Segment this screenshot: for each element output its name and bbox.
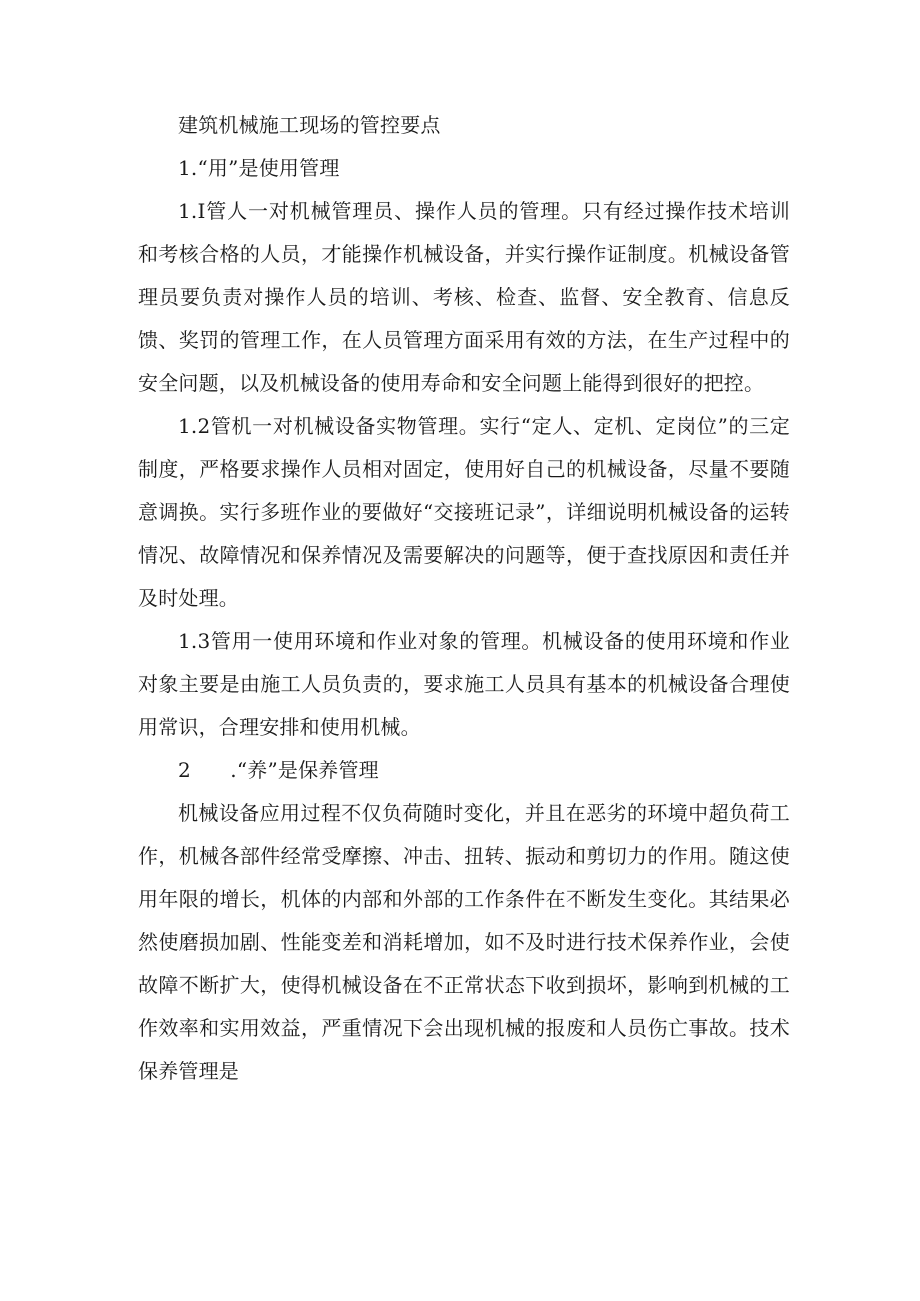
document-title: 建筑机械施工现场的管控要点: [178, 113, 441, 137]
document-body: [138, 104, 790, 1093]
paragraph-maintenance-description: 机械设备应用过程不仅负荷随时变化，并且在恶劣的环境中超负荷工作，机械各部件经常受摩擦、冲击、扭转、振动和剪切力的作用。随这使用年限的增长，机体的内部和外部的工作条件在不断发生变化。其结果必然使磨损加剧、性能变差和消耗增加，如不及时进行技术保养作业，会使故障不断扩大，使得机械设备在不正常状态下收到损坏，影响到机械的工作效率和实用效益，严重情况下会出现机械的报废和人员伤亡事故。技术保养管理是: [138, 801, 790, 1083]
section-heading-use-management: 1.“用”是使用管理: [178, 156, 340, 180]
paragraph-personnel-management: 1.I管人一对机械管理员、操作人员的管理。只有经过操作技术培训和考核合格的人员，才能操作机械设备，并实行操作证制度。机械设备管理员要负责对操作人员的培训、考核、检查、监督、安全教育、信息反馈、奖罚的管理工作，在人员管理方面采用有效的方法，在生产过程中的安全问题，以及机械设备的使用寿命和安全问题上能得到很好的把控。: [138, 199, 790, 395]
paragraph-machine-management: 1.2管机一对机械设备实物管理。实行“定人、定机、定岗位”的三定制度，严格要求操作人员相对固定，使用好自己的机械设备，尽量不要随意调换。实行多班作业的要做好“交接班记录”，详细说明机械设备的运转情况、故障情况和保养情况及需要解决的问题等，便于查找原因和责任并及时处理。: [138, 414, 790, 610]
paragraph-usage-environment-management: 1.3管用一使用环境和作业对象的管理。机械设备的使用环境和作业对象主要是由施工人员负责的，要求施工人员具有基本的机械设备合理使用常识，合理安排和使用机械。: [138, 629, 790, 739]
section-heading-maintenance-management: 2 .“养”是保养管理: [178, 758, 379, 782]
